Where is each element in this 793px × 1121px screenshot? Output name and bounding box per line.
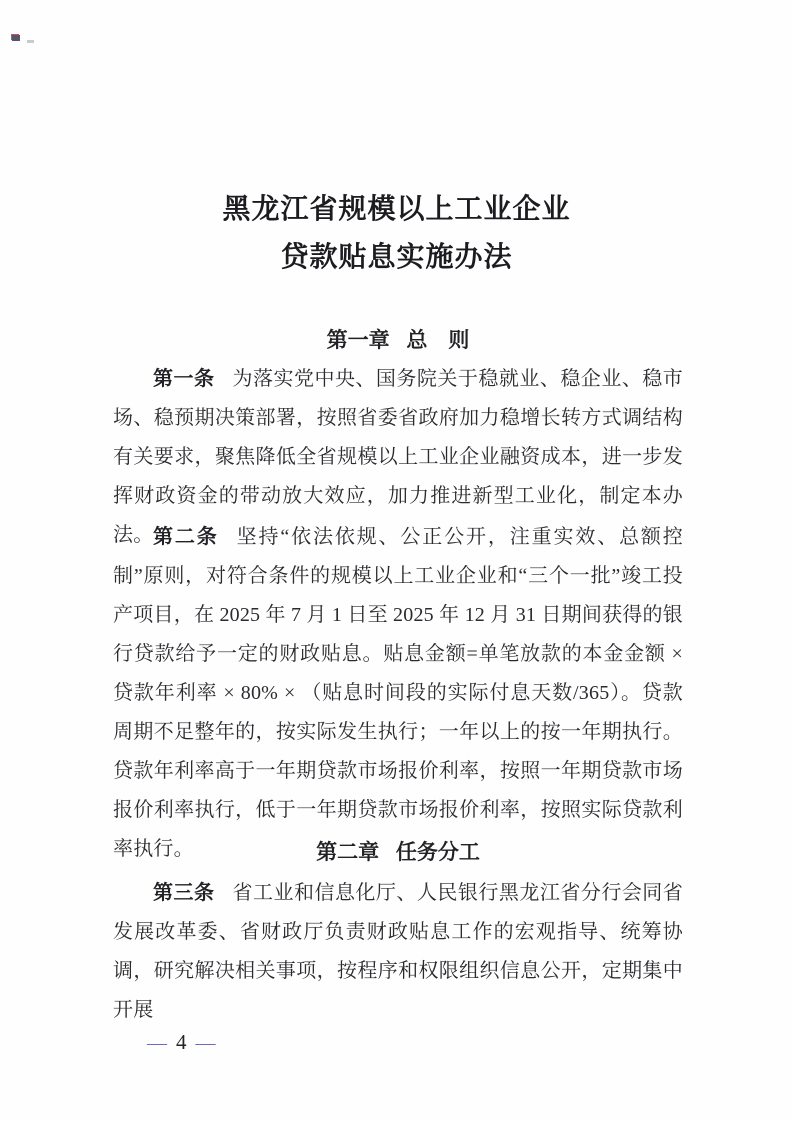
page-footer bbox=[138, 1029, 225, 1056]
article-1-text: 为落实党中央、国务院关于稳就业、稳企业、稳市场、稳预期决策部署，按照省委省政府加力稳增长转方式调结构有关要求，聚焦降低全省规模以上工业企业融资成本，进一步发挥财政资金的带动放大效应，加力推进新型工业化，制定本办法。 bbox=[113, 368, 683, 546]
chapter-2-number: 第二章 bbox=[316, 841, 380, 864]
scan-artifact-mark bbox=[12, 35, 20, 41]
chapter-heading-2 bbox=[113, 838, 683, 867]
footer-dash-right: — bbox=[195, 1032, 216, 1054]
page-number: 4 bbox=[176, 1030, 187, 1054]
article-3-label: 第三条 bbox=[153, 882, 215, 904]
scan-artifact-smudge bbox=[27, 40, 34, 43]
article-paragraph-2 bbox=[113, 518, 683, 869]
content-column bbox=[113, 0, 683, 1121]
article-paragraph-3 bbox=[113, 874, 683, 1030]
chapter-1-title: 总 则 bbox=[406, 329, 470, 352]
footer-dash-left: — bbox=[147, 1032, 167, 1054]
chapter-2-title: 任务分工 bbox=[395, 841, 480, 864]
title-line-2: 贷款贴息实施办法 bbox=[280, 242, 513, 273]
article-3-text: 省工业和信息化厅、人民银行黑龙江省分行会同省发展改革委、省财政厅负责财政贴息工作的宏观指导、统筹协调，研究解决相关事项，按程序和权限组织信息公开，定期集中开展 bbox=[113, 882, 683, 1021]
chapter-1-number: 第一章 bbox=[326, 329, 390, 352]
article-2-text: 坚持“依法依规、公正公开，注重实效、总额控制”原则，对符合条件的规模以上工业企业和“三个一批”竣工投产项目，在 2025 年 7 月 1 日至 2025 年 12 月 31 日期间获得的银行贷款给予一定的财政贴息。贴息金额=单笔放款的本金金额 × 贷款年利率 × 80% × （贴息时间段的实际付息天数/365）。贷款周期不足整年的，按实际发生执行；一年以上的按一年期执行。贷款年利率高于一年期贷款市场报价利率，按照一年期贷款市场报价利率执行，低于一年期贷款市场报价利率，按照实际贷款利率执行。 bbox=[113, 526, 684, 860]
title-line-1: 黑龙江省规模以上工业企业 bbox=[222, 194, 571, 225]
chapter-heading-1 bbox=[113, 326, 683, 355]
article-2-label: 第二条 bbox=[153, 526, 219, 548]
article-1-label: 第一条 bbox=[153, 368, 215, 390]
